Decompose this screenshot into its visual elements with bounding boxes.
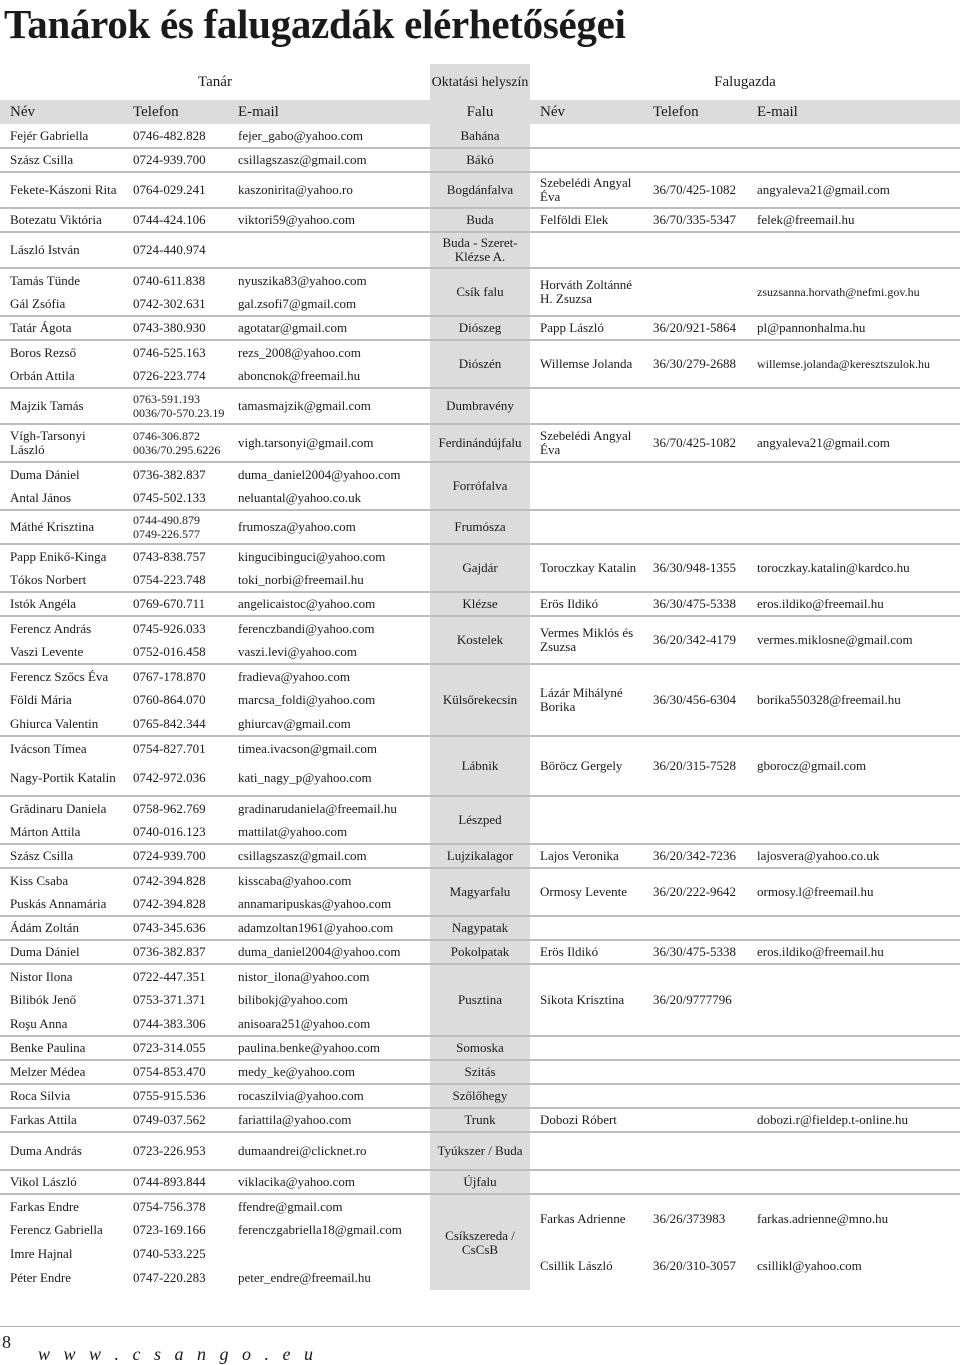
farmer-phone: 36/26/373983 xyxy=(643,1194,747,1242)
teacher-email[interactable] xyxy=(228,232,430,268)
farmer-email[interactable]: farkas.adrienne@mno.hu xyxy=(747,1194,960,1242)
farmer-phone: 36/70/425-1082 xyxy=(643,424,747,462)
teacher-name: Nistor Ilona xyxy=(0,964,123,988)
teacher-email[interactable]: ghiurcav@gmail.com xyxy=(238,715,351,731)
teacher-name: Botezatu Viktória xyxy=(0,208,123,232)
teacher-name: Vikol László xyxy=(0,1170,123,1194)
table-row xyxy=(0,424,960,462)
teacher-name: Ghiurca Valentin xyxy=(10,715,99,731)
teacher-name: Ádám Zoltán xyxy=(0,916,123,940)
teacher-phone: 0724-939.700 xyxy=(123,844,228,868)
teacher-phone: 0746-525.163 xyxy=(123,340,228,364)
teacher-name: Istók Angéla xyxy=(0,592,123,616)
column-header: Falu xyxy=(466,104,494,120)
table-row xyxy=(0,208,960,232)
table-row xyxy=(0,124,960,148)
teacher-email[interactable]: vigh.tarsonyi@gmail.com xyxy=(228,424,430,462)
farmer-email[interactable]: angyaleva21@gmail.com xyxy=(747,172,960,208)
teacher-email[interactable]: tamasmajzik@gmail.com xyxy=(228,388,430,424)
farmer-name: Böröcz Gergely xyxy=(530,736,643,796)
farmer-phone: 36/30/948-1355 xyxy=(643,544,747,592)
farmer-empty xyxy=(530,916,960,940)
teacher-email[interactable]: vaszi.levi@yahoo.com xyxy=(238,643,357,659)
village-cell: Kostelek xyxy=(430,616,530,664)
teacher-phone: 0758-962.769 xyxy=(123,796,228,820)
village-cell: Pusztina xyxy=(430,964,530,1036)
farmer-phone xyxy=(643,268,747,316)
village-cell: Lészped xyxy=(430,796,530,844)
teacher-phone: 0745-502.133 xyxy=(133,489,206,505)
teacher-name: Máthé Krisztina xyxy=(0,510,123,544)
teacher-phone: 0742-302.631 xyxy=(133,295,206,311)
farmer-email[interactable]: borika550328@freemail.hu xyxy=(747,664,960,736)
farmer-empty xyxy=(530,1084,960,1108)
teacher-email[interactable] xyxy=(228,1242,430,1266)
village-cell: Nagypatak xyxy=(430,916,530,940)
farmer-email[interactable]: ormosy.l@freemail.hu xyxy=(747,868,960,916)
column-header: E-mail xyxy=(757,104,798,120)
teacher-name: Ferencz Gabriella xyxy=(10,1222,103,1237)
village-cell: Szitás xyxy=(430,1060,530,1084)
village-cell: Szőlőhegy xyxy=(430,1084,530,1108)
teacher-email[interactable]: nistor_ilona@yahoo.com xyxy=(228,964,430,988)
farmer-email[interactable]: dobozi.r@fieldep.t-online.hu xyxy=(747,1108,960,1132)
village-cell: Frumósza xyxy=(430,510,530,544)
farmer-empty xyxy=(530,1036,960,1060)
group-header-row xyxy=(0,64,960,100)
teacher-name: Kiss Csaba xyxy=(0,868,123,892)
village-cell: Buda - Szeret-Klézse A. xyxy=(430,232,530,268)
farmer-phone: 36/70/425-1082 xyxy=(643,172,747,208)
teacher-phone: 0740-016.123 xyxy=(133,823,206,839)
teacher-name: Melzer Médea xyxy=(0,1060,123,1084)
footer-divider xyxy=(0,1326,960,1327)
table-row xyxy=(0,1108,960,1132)
table-row xyxy=(0,340,960,364)
farmer-phone: 36/20/921-5864 xyxy=(643,316,747,340)
teacher-name: Nagy-Portik Katalin xyxy=(10,769,116,785)
farmer-email[interactable]: vermes.miklosne@gmail.com xyxy=(747,616,960,664)
farmer-phone: 36/20/342-4179 xyxy=(643,616,747,664)
table-row xyxy=(0,1060,960,1084)
teacher-phone: 0754-853.470 xyxy=(123,1060,228,1084)
teacher-name: Fejér Gabriella xyxy=(10,127,89,143)
teacher-email[interactable]: gradinarudaniela@freemail.hu xyxy=(228,796,430,820)
teacher-email[interactable]: kingucibinguci@yahoo.com xyxy=(228,544,430,568)
teacher-phone: 0742-394.828 xyxy=(123,868,228,892)
teacher-name: Vaszi Levente xyxy=(10,643,84,659)
farmer-name: Horváth Zoltánné H. Zsuzsa xyxy=(530,268,643,316)
contacts-table xyxy=(0,64,960,1290)
teacher-phone: 0723-169.166 xyxy=(133,1222,206,1237)
farmer-empty xyxy=(530,796,960,844)
teacher-email[interactable]: rezs_2008@yahoo.com xyxy=(228,340,430,364)
teacher-email[interactable]: ferenczgabriella18@gmail.com xyxy=(238,1222,402,1237)
farmer-empty xyxy=(530,1170,960,1194)
teacher-email[interactable]: dumaandrei@clicknet.ro xyxy=(228,1132,430,1170)
village-cell: Buda xyxy=(430,208,530,232)
teacher-email[interactable]: bilibokj@yahoo.com xyxy=(238,992,348,1007)
table-row xyxy=(0,592,960,616)
village-cell: Ferdinándújfalu xyxy=(430,424,530,462)
teacher-email[interactable]: medy_ke@yahoo.com xyxy=(228,1060,430,1084)
teacher-email[interactable]: adamzoltan1961@yahoo.com xyxy=(228,916,430,940)
farmer-email[interactable]: willemse.jolanda@keresztszulok.hu xyxy=(747,340,960,388)
village-cell: Újfalu xyxy=(430,1170,530,1194)
table-row xyxy=(0,462,960,486)
teacher-email[interactable]: frumosza@yahoo.com xyxy=(228,510,430,544)
farmer-name: Szebelédi Angyal Éva xyxy=(530,424,643,462)
table-row xyxy=(0,1084,960,1108)
farmer-email[interactable]: eros.ildiko@freemail.hu xyxy=(747,940,960,964)
teacher-email[interactable]: nyuszika83@yahoo.com xyxy=(228,268,430,292)
teacher-phone: 0745-926.033 xyxy=(123,616,228,640)
table-row xyxy=(0,268,960,292)
table-row xyxy=(0,510,960,544)
farmer-email[interactable]: csillikl@yahoo.com xyxy=(757,1258,862,1273)
table-row xyxy=(0,172,960,208)
table-row xyxy=(0,316,960,340)
farmer-name: Willemse Jolanda xyxy=(530,340,643,388)
teacher-phone: 0736-382.837 xyxy=(123,940,228,964)
teacher-name: Duma András xyxy=(0,1132,123,1170)
teacher-name: Tatár Ágota xyxy=(0,316,123,340)
table-row xyxy=(0,1036,960,1060)
farmer-email[interactable]: toroczkay.katalin@kardco.hu xyxy=(747,544,960,592)
teacher-name: Szász Csilla xyxy=(0,148,123,172)
farmer-name: Erös Ildikó xyxy=(530,592,643,616)
farmer-email[interactable]: zsuzsanna.horvath@nefmi.gov.hu xyxy=(747,268,960,316)
teacher-name: Roca Silvia xyxy=(0,1084,123,1108)
teacher-email[interactable]: ferenczbandi@yahoo.com xyxy=(228,616,430,640)
teacher-phone: 0744-893.844 xyxy=(123,1170,228,1194)
village-cell: Bogdánfalva xyxy=(430,172,530,208)
teacher-name: Papp Enikő-Kinga xyxy=(0,544,123,568)
table-row xyxy=(0,736,960,760)
teacher-phone: 0753-371.371 xyxy=(133,992,206,1007)
teacher-name: Antal János xyxy=(10,489,72,505)
teacher-name: Márton Attila xyxy=(10,823,81,839)
teacher-email[interactable]: neluantal@yahoo.co.uk xyxy=(238,489,362,505)
teacher-email[interactable]: duma_daniel2004@yahoo.com xyxy=(228,940,430,964)
farmer-empty xyxy=(530,124,960,148)
teacher-phone: 0764-029.241 xyxy=(123,172,228,208)
teacher-email[interactable]: fejer_gabo@yahoo.com xyxy=(238,127,363,143)
website-link[interactable]: w w w . c s a n g o . e u xyxy=(38,1344,318,1364)
teacher-email[interactable]: csillagszasz@gmail.com xyxy=(228,844,430,868)
page-number: 8 xyxy=(2,1332,11,1352)
farmer-name: Lázár Mihályné Borika xyxy=(530,664,643,736)
column-header: E-mail xyxy=(238,104,279,120)
teacher-email[interactable]: agotatar@gmail.com xyxy=(228,316,430,340)
village-cell: Lujzikalagor xyxy=(430,844,530,868)
teacher-email[interactable]: anisoara251@yahoo.com xyxy=(238,1015,371,1031)
farmer-name: Sikota Krisztina xyxy=(530,964,643,1036)
village-cell: Gajdár xyxy=(430,544,530,592)
teacher-name: Grădinaru Daniela xyxy=(0,796,123,820)
farmer-name: Erös Ildikó xyxy=(530,940,643,964)
farmer-empty xyxy=(530,1132,960,1170)
village-cell: Magyarfalu xyxy=(430,868,530,916)
table-row xyxy=(0,148,960,172)
teacher-phone: 0743-838.757 xyxy=(123,544,228,568)
teacher-phone: 0763-591.193 0036/70-570.23.19 xyxy=(123,388,228,424)
farmer-phone: 36/30/475-5338 xyxy=(643,940,747,964)
farmer-phone: 36/30/456-6304 xyxy=(643,664,747,736)
column-header: Telefon xyxy=(653,104,699,120)
teacher-phone: 0724-939.700 xyxy=(123,148,228,172)
farmer-name: Szebelédi Angyal Éva xyxy=(530,172,643,208)
teacher-phone: 0744-490.879 0749-226.577 xyxy=(123,510,228,544)
farmer-name: Vermes Miklós és Zsuzsa xyxy=(530,616,643,664)
farmer-email[interactable]: pl@pannonhalma.hu xyxy=(747,316,960,340)
column-header: Név xyxy=(540,104,565,120)
farmer-empty xyxy=(530,462,960,510)
teacher-name: Roşu Anna xyxy=(10,1015,68,1031)
teacher-phone: 0740-611.838 xyxy=(123,268,228,292)
village-cell: Bahána xyxy=(430,124,530,148)
teacher-email[interactable]: gal.zsofi7@gmail.com xyxy=(238,295,357,311)
farmer-email[interactable] xyxy=(747,964,960,1036)
table-row xyxy=(0,796,960,820)
teacher-name: Vígh-Tarsonyi László xyxy=(0,424,123,462)
village-cell: Somoska xyxy=(430,1036,530,1060)
farmer-email[interactable]: felek@freemail.hu xyxy=(747,208,960,232)
teacher-phone: 0742-394.828 xyxy=(133,895,206,911)
table-row xyxy=(0,1170,960,1194)
teacher-phone: 0754-756.378 xyxy=(123,1194,228,1218)
teacher-name: Fekete-Kászoni Rita xyxy=(0,172,123,208)
farmer-phone: 36/20/310-3057 xyxy=(653,1258,737,1273)
teacher-phone: 0743-345.636 xyxy=(123,916,228,940)
teacher-name: Ferencz András xyxy=(0,616,123,640)
table-row xyxy=(0,844,960,868)
farmer-name: Csillik László xyxy=(540,1258,613,1273)
teacher-name: Imre Hajnal xyxy=(10,1246,73,1261)
farmer-empty xyxy=(530,388,960,424)
farmer-phone xyxy=(643,1108,747,1132)
farmer-phone: 36/20/342-7236 xyxy=(643,844,747,868)
teacher-email[interactable]: rocaszilvia@yahoo.com xyxy=(228,1084,430,1108)
teacher-email[interactable]: paulina.benke@yahoo.com xyxy=(228,1036,430,1060)
teacher-name: Péter Endre xyxy=(10,1270,72,1285)
farmer-phone: 36/30/475-5338 xyxy=(643,592,747,616)
teacher-name: Farkas Attila xyxy=(0,1108,123,1132)
teacher-email[interactable]: ffendre@gmail.com xyxy=(228,1194,430,1218)
farmer-empty xyxy=(530,148,960,172)
farmer-phone: 36/20/222-9642 xyxy=(643,868,747,916)
teacher-phone: 0746-306.872 0036/70.295.6226 xyxy=(123,424,228,462)
farmer-empty xyxy=(530,510,960,544)
teacher-email[interactable]: peter_endre@freemail.hu xyxy=(238,1270,371,1285)
teacher-email[interactable]: fariattila@yahoo.com xyxy=(228,1108,430,1132)
farmer-name: Toroczkay Katalin xyxy=(530,544,643,592)
teacher-phone: 0744-424.106 xyxy=(123,208,228,232)
farmer-name: Papp László xyxy=(530,316,643,340)
teacher-name: Orbán Attila xyxy=(10,367,75,383)
table-row xyxy=(0,544,960,568)
teacher-name: Bilibók Jenő xyxy=(10,992,77,1007)
table-row xyxy=(0,1132,960,1170)
teacher-name: Ferencz Szőcs Éva xyxy=(0,664,123,688)
teacher-phone: 0740-533.225 xyxy=(133,1246,206,1261)
farmer-phone: 36/70/335-5347 xyxy=(643,208,747,232)
farmer-email[interactable]: lajosvera@yahoo.co.uk xyxy=(747,844,960,868)
table-row xyxy=(0,868,960,892)
column-header: Név xyxy=(10,104,35,120)
teacher-phone: 0743-380.930 xyxy=(123,316,228,340)
teacher-name: László István xyxy=(0,232,123,268)
teacher-phone: 0754-827.701 xyxy=(123,736,228,760)
teacher-name: Puskás Annamária xyxy=(10,895,107,911)
farmer-empty xyxy=(530,1060,960,1084)
teacher-phone: 0723-226.953 xyxy=(123,1132,228,1170)
farmer-name: Ormosy Levente xyxy=(530,868,643,916)
teacher-phone: 0747-220.283 xyxy=(133,1270,206,1285)
village-cell: Klézse xyxy=(430,592,530,616)
teacher-email[interactable]: csillagszasz@gmail.com xyxy=(228,148,430,172)
farmer-email[interactable]: angyaleva21@gmail.com xyxy=(747,424,960,462)
teacher-email[interactable]: viktori59@yahoo.com xyxy=(228,208,430,232)
teacher-phone: 0744-383.306 xyxy=(133,1015,206,1031)
village-cell: Dumbravény xyxy=(430,388,530,424)
teacher-phone: 0769-670.711 xyxy=(123,592,228,616)
teacher-phone: 0754-223.748 xyxy=(133,571,206,587)
teacher-email[interactable]: aboncnok@freemail.hu xyxy=(238,367,361,383)
farmer-name: Farkas Adrienne xyxy=(530,1194,643,1242)
teacher-phone: 0723-314.055 xyxy=(123,1036,228,1060)
teacher-email[interactable]: toki_norbi@freemail.hu xyxy=(238,571,364,587)
teacher-name: Farkas Endre xyxy=(0,1194,123,1218)
page-title: Tanárok és falugazdák elérhetőségei xyxy=(4,1,626,47)
teacher-phone: 0749-037.562 xyxy=(123,1108,228,1132)
teacher-email[interactable]: angelicaistoc@yahoo.com xyxy=(228,592,430,616)
column-header: Telefon xyxy=(133,104,179,120)
teacher-phone: 0746-482.828 xyxy=(133,127,206,143)
village-cell: Csík falu xyxy=(430,268,530,316)
teacher-phone: 0726-223.774 xyxy=(133,367,206,383)
farmer-empty xyxy=(530,232,960,268)
teacher-email[interactable]: annamaripuskas@yahoo.com xyxy=(238,895,392,911)
teacher-phone: 0755-915.536 xyxy=(123,1084,228,1108)
farmer-name: Lajos Veronika xyxy=(530,844,643,868)
farmer-name: Dobozi Róbert xyxy=(530,1108,643,1132)
village-cell: Pokolpatak xyxy=(430,940,530,964)
teacher-email[interactable]: kaszonirita@yahoo.ro xyxy=(228,172,430,208)
teacher-email[interactable]: mattilat@yahoo.com xyxy=(238,823,348,839)
teacher-name: Tókos Norbert xyxy=(10,571,87,587)
teacher-email[interactable]: marcsa_foldi@yahoo.com xyxy=(238,692,376,707)
table-row xyxy=(0,964,960,988)
village-cell: Forrófalva xyxy=(430,462,530,510)
teacher-email[interactable]: duma_daniel2004@yahoo.com xyxy=(228,462,430,486)
village-cell: Tyúkszer / Buda xyxy=(430,1132,530,1170)
teacher-phone: 0760-864.070 xyxy=(133,692,206,707)
teacher-phone: 0722-447.351 xyxy=(123,964,228,988)
column-header-row xyxy=(0,100,960,124)
farmer-phone: 36/30/279-2688 xyxy=(643,340,747,388)
teacher-name: Gál Zsófia xyxy=(10,295,66,311)
farmer-name: Felföldi Elek xyxy=(530,208,643,232)
teacher-name: Földi Mária xyxy=(10,692,72,707)
teacher-group-header: Tanár xyxy=(198,73,232,90)
village-cell: Trunk xyxy=(430,1108,530,1132)
table-row xyxy=(0,664,960,688)
teacher-name: Duma Dániel xyxy=(0,940,123,964)
village-cell: Diószén xyxy=(430,340,530,388)
teacher-name: Benke Paulina xyxy=(0,1036,123,1060)
village-cell: Külsőrekecsin xyxy=(430,664,530,736)
teacher-email[interactable]: kisscaba@yahoo.com xyxy=(228,868,430,892)
village-cell: Csíkszereda / CsCsB xyxy=(430,1194,530,1290)
farmer-phone: 36/20/315-7528 xyxy=(643,736,747,796)
table-row xyxy=(0,916,960,940)
table-row xyxy=(0,232,960,268)
teacher-phone: 0752-016.458 xyxy=(133,643,206,659)
teacher-phone: 0736-382.837 xyxy=(123,462,228,486)
village-cell: Lábnik xyxy=(430,736,530,796)
teacher-email[interactable]: timea.ivacson@gmail.com xyxy=(228,736,430,760)
table-row xyxy=(0,616,960,640)
teacher-email[interactable]: fradieva@yahoo.com xyxy=(228,664,430,688)
farmer-email[interactable]: gborocz@gmail.com xyxy=(747,736,960,796)
farmer-phone: 36/20/9777796 xyxy=(643,964,747,1036)
farmer-group-header: Falugazda xyxy=(714,73,776,90)
teacher-phone: 0742-972.036 xyxy=(133,769,206,785)
table-row xyxy=(0,940,960,964)
teacher-email[interactable]: kati_nagy_p@yahoo.com xyxy=(238,769,372,785)
teacher-phone: 0765-842.344 xyxy=(133,715,206,731)
village-cell: Bákó xyxy=(430,148,530,172)
farmer-email[interactable]: eros.ildiko@freemail.hu xyxy=(747,592,960,616)
teacher-name: Szász Csilla xyxy=(0,844,123,868)
teacher-email[interactable]: viklacika@yahoo.com xyxy=(228,1170,430,1194)
teacher-phone: 0724-440.974 xyxy=(123,232,228,268)
table-row xyxy=(0,388,960,424)
teacher-phone: 0767-178.870 xyxy=(123,664,228,688)
teacher-name: Ivácson Tímea xyxy=(0,736,123,760)
teacher-name: Duma Dániel xyxy=(0,462,123,486)
table-row xyxy=(0,1194,960,1218)
location-group-header: Oktatási helyszín xyxy=(430,64,530,100)
village-cell: Diószeg xyxy=(430,316,530,340)
teacher-name: Boros Rezső xyxy=(0,340,123,364)
teacher-name: Majzik Tamás xyxy=(0,388,123,424)
teacher-name: Tamás Tünde xyxy=(0,268,123,292)
